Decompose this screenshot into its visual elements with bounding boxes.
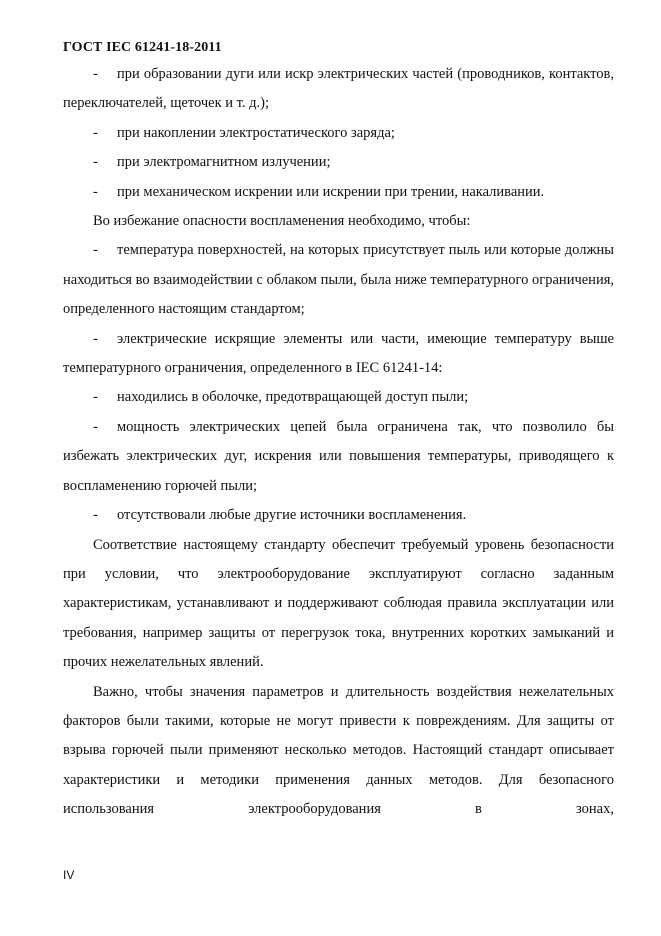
document-header: ГОСТ IEC 61241-18-2011	[63, 40, 222, 55]
bullet-dash: -	[93, 183, 98, 200]
document-body	[63, 60, 614, 825]
list-item	[63, 413, 614, 501]
bullet-dash: -	[93, 124, 98, 141]
list-item	[63, 501, 614, 530]
list-item	[63, 383, 614, 412]
page-number: IV	[63, 868, 75, 882]
list-item-text: находились в оболочке, предотвращающей доступ пыли;	[117, 389, 469, 406]
list-item	[63, 60, 614, 119]
paragraph: Важно, чтобы значения параметров и длительность воздействия нежелательных факторов были такими, которые не могут привести к повреждениям. Для защиты от взрыва горючей пыли применяют несколько методов. Настоящий стандарт описывает характеристики и методики применения данных методов. Для безопасного использования электрооборудования в зонах,	[63, 683, 614, 818]
bullet-dash: -	[93, 389, 98, 406]
list-item-text: при накоплении электростатического заряда;	[117, 124, 395, 141]
list-item-text: электрические искрящие элементы или части, имеющие температуру выше температурного ограничения, определенного в IEC 61241-14:	[63, 330, 614, 377]
list-item-text: при образовании дуги или искр электрических частей (проводников, контактов, переключателей, щеточек и т. д.);	[63, 66, 614, 112]
list-item	[63, 178, 614, 207]
list-item-text: мощность электрических цепей была ограничена так, что позволило бы избежать электрических дуг, искрения или повышения температуры, приводящего к воспламенению горючей пыли;	[63, 418, 614, 494]
bullet-dash: -	[93, 66, 98, 82]
list-item-text: температура поверхностей, на которых присутствует пыль или которые должны находиться во взаимодействии с облаком пыли, была ниже температурного ограничения, определенного настоящим стандартом;	[63, 242, 614, 318]
list-item-text: при механическом искрении или искрении при трении, накаливании.	[117, 183, 545, 200]
bullet-dash: -	[93, 330, 98, 347]
paragraph: Соответствие настоящему стандарту обеспечит требуемый уровень безопасности при условии, что электрооборудование эксплуатируют согласно заданным характеристикам, устанавливают и поддерживают соблюдая правила эксплуатации или требования, например защиты от перегрузок тока, внутренних коротких замыканий и прочих нежелательных явлений.	[63, 536, 614, 671]
paragraph: Во избежание опасности воспламенения необходимо, чтобы:	[93, 213, 471, 230]
list-item-text: при электромагнитном излучении;	[117, 154, 331, 171]
bullet-dash: -	[93, 154, 98, 171]
list-item-text: отсутствовали любые другие источники воспламенения.	[117, 507, 467, 524]
list-item	[63, 119, 614, 148]
bullet-dash: -	[93, 418, 98, 435]
list-item	[63, 148, 614, 177]
bullet-dash: -	[93, 242, 98, 259]
list-item	[63, 325, 614, 384]
list-item	[63, 236, 614, 324]
bullet-dash: -	[93, 507, 98, 524]
